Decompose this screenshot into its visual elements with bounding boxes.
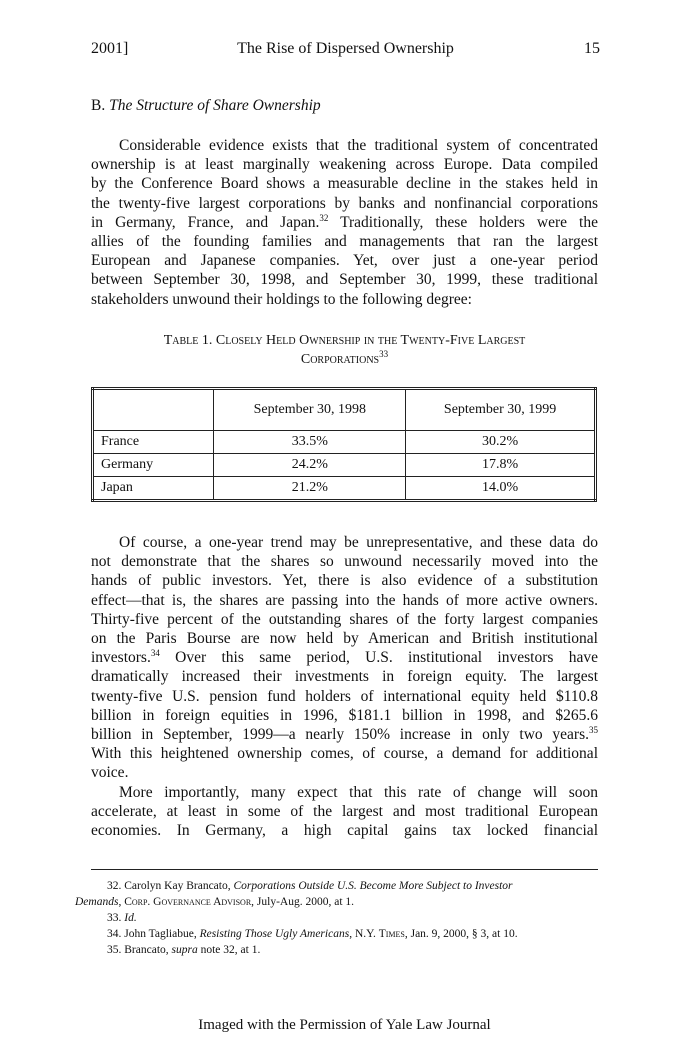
text-line: ownership is at least marginally weakening across Europe. Data compiled	[91, 156, 598, 174]
country-cell: France	[93, 431, 214, 454]
text-line: between September 30, 1998, and September 30, 1999, these traditional	[91, 271, 598, 289]
footnote-text: ,	[118, 896, 125, 908]
footnote-32	[75, 878, 598, 910]
text-fragment: in Germany, France, and Japan.	[91, 213, 320, 231]
text-line: economies. In Germany, a high capital gains tax locked financial	[91, 822, 598, 840]
running-title: The Rise of Dispersed Ownership	[237, 40, 454, 57]
text-line: hands of public investors. Yet, there is also evidence of a substitution	[91, 572, 598, 590]
text-line: voice.	[91, 764, 129, 782]
value-cell: 14.0%	[406, 477, 596, 501]
table-header-row	[93, 389, 596, 431]
section-letter: B.	[91, 97, 106, 114]
footnote-publication: Times	[378, 928, 405, 940]
text-line	[91, 213, 598, 232]
paragraph-2	[91, 533, 598, 783]
text-fragment: billion in September, 1999—a nearly 150% increase in only two years.	[91, 726, 589, 744]
section-title: The Structure of Share Ownership	[109, 97, 321, 114]
paragraph-3	[91, 783, 598, 841]
footnote-ref-32[interactable]: 32	[319, 212, 329, 223]
footnote-33	[91, 910, 598, 926]
running-header	[91, 40, 600, 62]
footnote-ref-34[interactable]: 34	[150, 648, 160, 659]
column-header: September 30, 1999	[406, 389, 596, 431]
footnote-text: 35. Brancato,	[107, 944, 172, 956]
text-line: Thirty-five percent of the outstanding shares of the forty largest companies	[91, 610, 598, 628]
value-cell: 24.2%	[214, 454, 406, 477]
page-number: 15	[584, 40, 600, 57]
footnote-34	[91, 926, 598, 942]
text-line	[91, 725, 598, 744]
footnote-35	[91, 942, 598, 958]
caption-text: Corporations	[300, 352, 380, 367]
text-line: More importantly, many expect that this rate of change will soon	[119, 784, 598, 801]
footnote-title: Demands	[75, 896, 119, 908]
text-line: not demonstrate that the shares so unwound necessarily moved into the	[91, 553, 598, 571]
footnote-ref-35[interactable]: 35	[589, 725, 598, 736]
column-header	[93, 389, 214, 431]
text-line: allies of the founding families and managements that ran the largest	[91, 233, 598, 251]
footnote-signal: supra	[171, 944, 198, 956]
text-fragment: Over this same period, U.S. institutional investors have	[159, 649, 598, 667]
table-row	[93, 431, 596, 454]
country-cell: Japan	[93, 477, 214, 501]
ownership-table	[91, 387, 597, 502]
permission-footer: Imaged with the Permission of Yale Law Journal	[198, 1017, 491, 1033]
footnote-publication: Corp. Governance Advisor	[124, 896, 252, 908]
value-cell: 17.8%	[406, 454, 596, 477]
section-heading	[91, 97, 321, 115]
caption-line: Table 1. Closely Held Ownership in the Twenty-Five Largest	[163, 333, 526, 348]
text-line: With this heightened ownership comes, of course, a demand for additional	[91, 745, 598, 763]
text-line: Of course, a one-year trend may be unrepresentative, and these data do	[119, 534, 598, 551]
text-line: effect—that is, the shares are passing into the hands of more active owners.	[91, 591, 598, 609]
value-cell: 33.5%	[214, 431, 406, 454]
text-line: the twenty-five largest corporations by banks and nonfinancial corporations	[91, 194, 598, 212]
text-fragment: Traditionally, these holders were the	[328, 213, 598, 231]
footnote-text: 33.	[107, 912, 125, 924]
footnote-title: Corporations Outside U.S. Become More Subject to Investor	[233, 880, 513, 892]
text-line: on the Paris Bourse are now held by American and British institutional	[91, 630, 598, 648]
text-fragment: investors.	[91, 649, 151, 667]
footnote-text: 34. John Tagliabue,	[107, 928, 200, 940]
column-header: September 30, 1998	[214, 389, 406, 431]
footnote-ref-33[interactable]: 33	[379, 349, 389, 359]
text-line: twenty-five U.S. pension fund holders of international equity held $110.8	[91, 687, 598, 705]
caption-line	[91, 350, 598, 369]
volume-year: 2001]	[91, 40, 129, 57]
text-line: stakeholders unwound their holdings to the following degree:	[91, 290, 472, 308]
footnote-text: , Jan. 9, 2000, § 3, at 10.	[404, 928, 518, 940]
footnote-text: note 32, at 1.	[197, 944, 261, 956]
text-line: Considerable evidence exists that the traditional system of concentrated	[119, 137, 598, 154]
footnote-text: , N.Y.	[349, 928, 379, 940]
country-cell: Germany	[93, 454, 214, 477]
footnote-text: , July-Aug. 2000, at 1.	[251, 896, 355, 908]
value-cell: 21.2%	[214, 477, 406, 501]
footnote-title: Resisting Those Ugly Americans	[199, 928, 350, 940]
table-row	[93, 454, 596, 477]
footnote-divider	[91, 869, 598, 870]
footnote-id: Id.	[124, 912, 137, 924]
table-row	[93, 477, 596, 501]
text-line: by the Conference Board shows a measurable decline in the stakes held in	[91, 175, 598, 193]
value-cell: 30.2%	[406, 431, 596, 454]
text-line	[91, 648, 598, 667]
footnote-text: 32. Carolyn Kay Brancato,	[107, 880, 234, 892]
text-line: billion in foreign equities in 1996, $181.1 billion in 1998, and $265.6	[91, 706, 598, 724]
text-line: dramatically increased their investments in foreign equity. The largest	[91, 668, 598, 686]
table-caption	[91, 331, 598, 369]
paragraph-1	[91, 136, 598, 309]
text-line: European and Japanese companies. Yet, over just a one-year period	[91, 252, 598, 270]
text-line: accelerate, at least in some of the largest and most traditional European	[91, 803, 598, 821]
